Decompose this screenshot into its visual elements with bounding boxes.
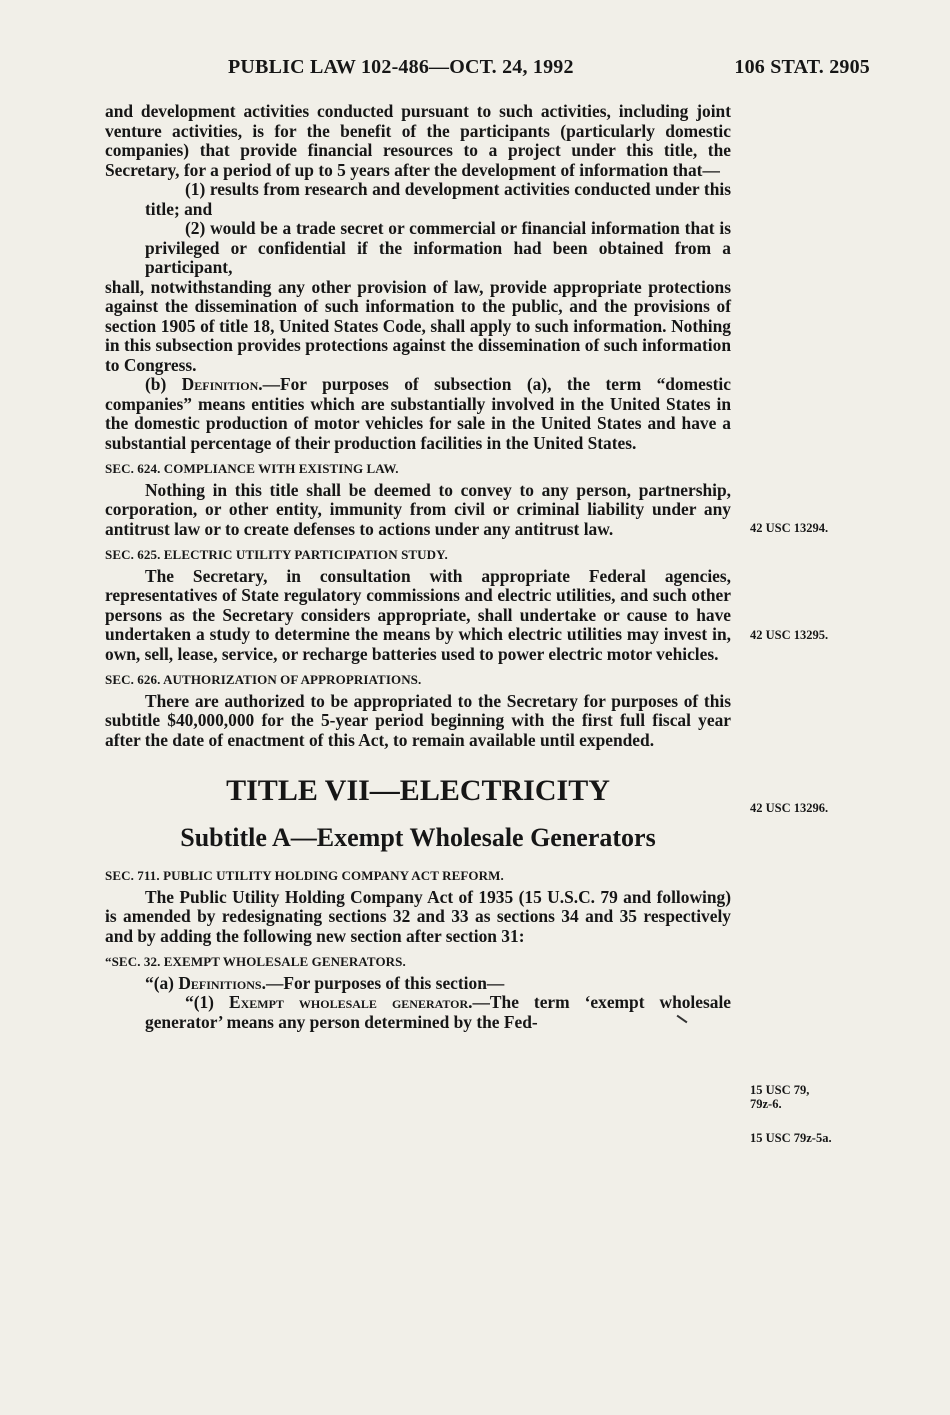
section-624-heading: SEC. 624. COMPLIANCE WITH EXISTING LAW. [105, 461, 399, 476]
running-header [228, 56, 870, 82]
definitions-a-label: Definitions. [178, 972, 266, 993]
definition-b-label: Definition. [181, 374, 263, 394]
list-item-1: (1) results from research and development activities conducted under this title; and [145, 179, 731, 219]
section-32-heading: “SEC. 32. EXEMPT WHOLESALE GENERATORS. [105, 954, 406, 969]
section-625-heading: SEC. 625. ELECTRIC UTILITY PARTICIPATION STUDY. [105, 547, 448, 562]
margin-note-626: 42 USC 13296. [750, 801, 829, 815]
margin-note-32: 15 USC 79z-5a. [750, 1131, 832, 1145]
definition-1-label: Exempt wholesale generator. [228, 992, 473, 1012]
definition-b-text: —For purposes of subsection (a), the term “domestic companies” means entities which are substantially involved in the United States in the domestic production of motor vehicles for sale in the United States and have a substantial percentage of their production facilities in the United States. [105, 374, 731, 453]
definitions-a [105, 974, 731, 994]
definition-1-text: —The term ‘exempt wholesale generator’ means any person determined by the Fed- [145, 992, 731, 1032]
section-624-text: Nothing in this title shall be deemed to convey to any person, partnership, corporation, or other entity, immunity from civil or criminal liability under any antitrust law or to create defenses to actions under any antitrust law. [105, 479, 731, 539]
paragraph-continuation: and development activities conducted pursuant to such activities, including joint venture activities, is for the benefit of the participants (particularly domestic companies) that provide financial resources to a project under this title, the Secretary, for a period of up to 5 years after the development of information that— [105, 101, 731, 180]
section-626-text: There are authorized to be appropriated to the Secretary for purposes of this subtitle $40,000,000 for the 5-year period beginning with the first full fiscal year after the date of enactment of this Act, to remain available until expended. [105, 690, 731, 750]
definitions-a-text: —For purposes of this section— [265, 972, 505, 993]
paragraph-definition-b [105, 375, 731, 453]
definitions-a-lead: “(a) [145, 972, 179, 993]
body-text [105, 102, 731, 1032]
section-625-text: The Secretary, in consultation with appropriate Federal agencies, representatives of State regulatory commissions and electric utilities, and such other persons as the Secretary considers appropriate, shall undertake or cause to have undertaken a study to determine the means by which electric utilities may invest in, own, sell, lease, service, or recharge batteries used to power electric motor vehicles. [105, 565, 731, 664]
section-711-text: The Public Utility Holding Company Act of 1935 (15 U.S.C. 79 and following) is amended by redesignating sections 32 and 33 as sections 34 and 35 respectively and by adding the following new section after section 31: [105, 886, 731, 946]
margin-note-711 [750, 1083, 809, 1111]
margin-note-711-line1: 15 USC 79, [750, 1083, 810, 1097]
margin-note-711-line2: 79z-6. [750, 1097, 782, 1111]
definition-1-lead: “(1) [185, 992, 229, 1012]
margin-note-625: 42 USC 13295. [750, 628, 829, 642]
margin-note-624: 42 USC 13294. [750, 521, 829, 535]
header-public-law: PUBLIC LAW 102-486—OCT. 24, 1992 [228, 56, 574, 78]
title-heading: TITLE VII—ELECTRICITY [226, 774, 610, 807]
list-item-2: (2) would be a trade secret or commercial or financial information that is privileged or confidential if the information had been obtained from a participant, [145, 218, 731, 277]
section-626-heading: SEC. 626. AUTHORIZATION OF APPROPRIATIONS. [105, 672, 422, 687]
paragraph-protections: shall, notwithstanding any other provision of law, provide appropriate protections against the dissemination of such information to the public, and the provisions of section 1905 of title 18, United States Code, shall apply to such information. Nothing in this subsection provides protections against the dissemination of such information to Congress. [105, 276, 731, 375]
section-711-heading: SEC. 711. PUBLIC UTILITY HOLDING COMPANY ACT REFORM. [105, 868, 504, 883]
header-stat-page: 106 STAT. 2905 [734, 56, 870, 78]
definition-b-lead: (b) [145, 374, 182, 394]
definition-1 [105, 993, 731, 1032]
subtitle-heading: Subtitle A—Exempt Wholesale Generators [180, 823, 656, 852]
